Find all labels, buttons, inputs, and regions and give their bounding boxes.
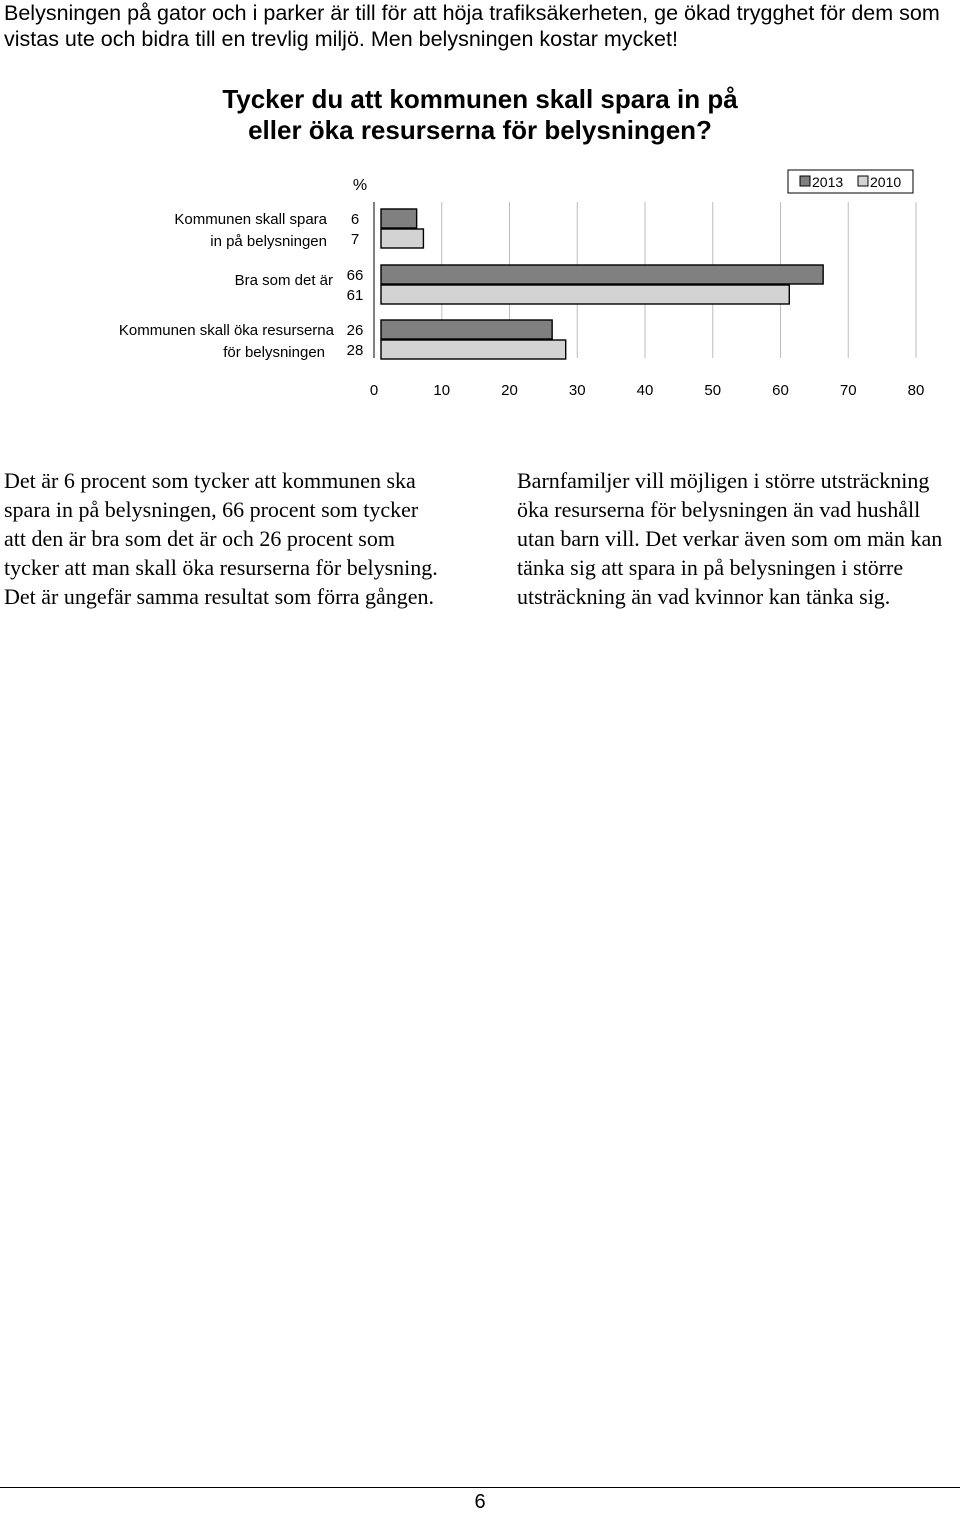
intro-paragraph: Belysningen på gator och i parker är till för att höja trafiksäkerheten, ge ökad trygghet för dem som vistas ute och bidra till en trevlig miljö. Men belysningen kostar mycket! bbox=[4, 1, 940, 51]
left-column-text: Det är 6 procent som tycker att kommunen ska spara in på belysningen, 66 procent som tycker att den är bra som det är och 26 procent som tycker att man skall öka resurserna för belysning. Det är ungefär samma resultat som förra gången. bbox=[4, 468, 438, 609]
legend-swatch-2013 bbox=[800, 176, 810, 186]
value-label-2010-1: 61 bbox=[346, 287, 364, 304]
bar-2013-1 bbox=[381, 265, 823, 284]
footer-divider bbox=[0, 1487, 960, 1488]
legend-label-2013: 2013 bbox=[812, 174, 844, 190]
x-tick-label-30: 30 bbox=[568, 382, 586, 399]
x-tick-label-10: 10 bbox=[433, 382, 451, 399]
x-tick-label-0: 0 bbox=[369, 382, 379, 399]
unit-label: % bbox=[352, 177, 368, 194]
bar-2010-2 bbox=[381, 340, 566, 359]
value-label-2013-0: 6 bbox=[350, 211, 360, 228]
value-label-2010-2: 28 bbox=[346, 342, 364, 359]
category-label-2-0: Kommunen skall öka resurserna bbox=[118, 322, 334, 339]
question-line-1: Tycker du att kommunen skall spara in på bbox=[222, 84, 738, 114]
bar-2010-0 bbox=[381, 229, 423, 248]
category-label-1-0: Bra som det är bbox=[234, 272, 333, 289]
category-label-0-1: in på belysningen bbox=[210, 233, 327, 250]
legend-swatch-2010 bbox=[858, 176, 868, 186]
category-label-0-0: Kommunen skall spara bbox=[174, 211, 327, 228]
page-number: 6 bbox=[474, 1491, 486, 1513]
x-tick-label-80: 80 bbox=[907, 382, 925, 399]
category-label-2-1: för belysningen bbox=[223, 344, 325, 361]
x-tick-label-70: 70 bbox=[839, 382, 857, 399]
value-label-2013-2: 26 bbox=[346, 322, 364, 339]
bar-2013-0 bbox=[381, 209, 417, 228]
x-tick-label-50: 50 bbox=[704, 382, 722, 399]
value-label-2013-1: 66 bbox=[346, 267, 364, 284]
bar-chart bbox=[0, 160, 960, 410]
value-label-2010-0: 7 bbox=[350, 231, 360, 248]
x-tick-label-20: 20 bbox=[501, 382, 518, 399]
right-column-text: Barnfamiljer vill möjligen i större utsträckning öka resurserna för belysningen än vad hushåll utan barn vill. Det verkar även som om män kan tänka sig att spara in på belysningen i större utsträckning än vad kvinnor kan tänka sig. bbox=[517, 468, 943, 609]
question-line-2: eller öka resurserna för belysningen? bbox=[248, 115, 712, 145]
x-tick-label-40: 40 bbox=[636, 382, 654, 399]
legend-label-2010: 2010 bbox=[870, 174, 902, 190]
bar-2013-2 bbox=[381, 320, 552, 339]
x-tick-label-60: 60 bbox=[772, 382, 789, 399]
chart-question bbox=[0, 84, 960, 146]
bar-2010-1 bbox=[381, 285, 789, 304]
